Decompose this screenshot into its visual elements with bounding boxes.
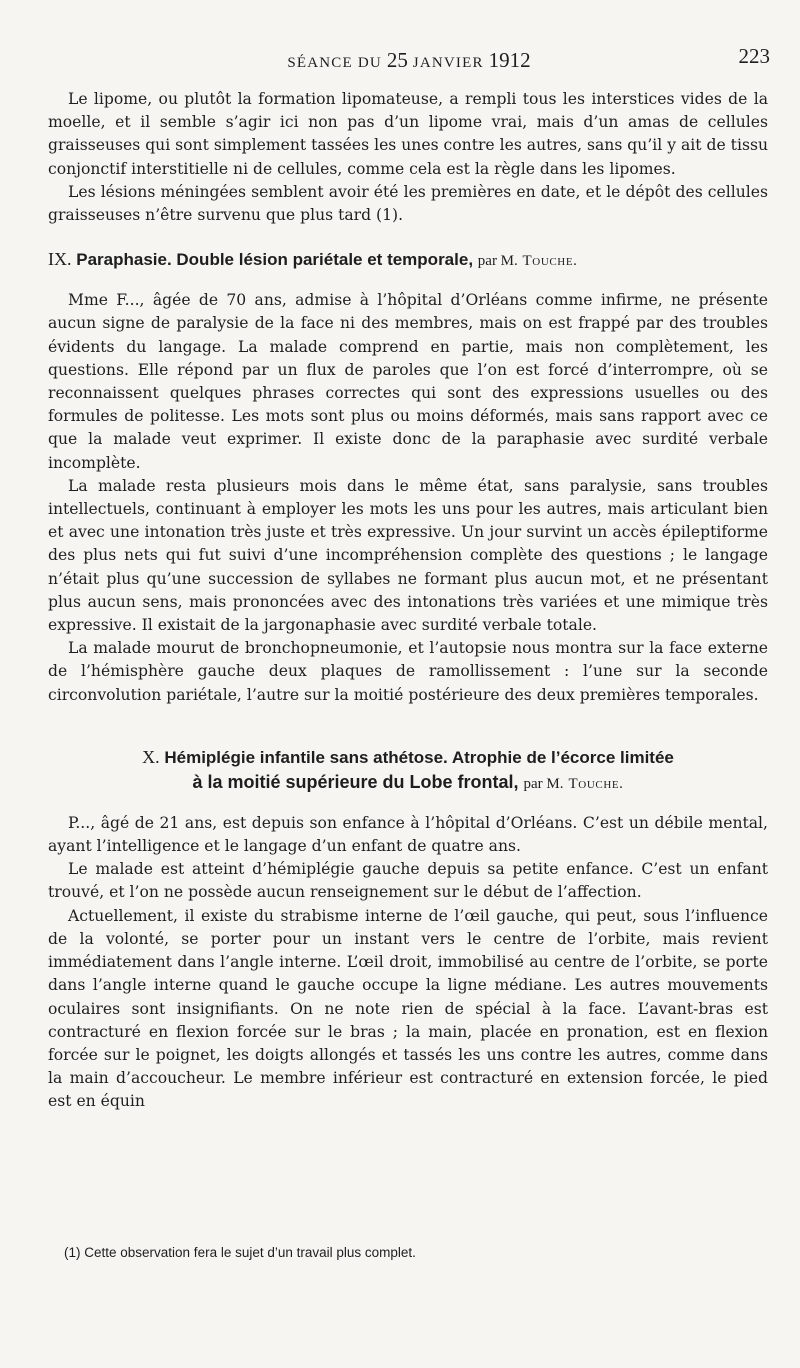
intro-paragraph-2: Les lésions méningées semblent avoir été les premières en date, et le dépôt des cellules graisseuses n’être survenu que plus tard (1). <box>48 182 768 225</box>
section-x-heading <box>48 745 768 796</box>
session-day: 25 <box>386 48 408 72</box>
section-ix-title: Paraphasie. Double lésion pariétale et temporale, <box>76 250 474 270</box>
section-ix-number: IX. <box>48 249 72 270</box>
page-number: 223 <box>738 44 770 68</box>
section-x-paragraph-1: P..., âgé de 21 ans, est depuis son enfance à l’hôpital d’Orléans. C’est un débile mental, ayant l’intelligence et le langage d’un enfant de quatre ans. <box>48 813 768 856</box>
session-title-prefix: SÉANCE DU <box>287 55 387 71</box>
body-text <box>48 88 768 1114</box>
section-ix-paragraph-1: Mme F..., âgée de 70 ans, admise à l’hôpital d’Orléans comme infirme, ne présente aucun signe de paralysie de la face ni des membres, mais on est frappé par des troubles évidents du langage. La malade comprend en partie, mais non complètement, les questions. Elle répond par un flux de paroles que l’on est forcé d’interrompre, où se reconnaissent quelques phrases correctes qui sont des expressions usuelles ou des formules de politesse. Les mots sont plus ou moins déformés, mais sans rapport avec ce que la malade veut exprimer. Il existe donc de la paraphasie avec surdité verbale incomplète. <box>48 291 768 472</box>
section-x-byline: par M. <box>523 775 564 792</box>
intro-paragraph-1: Le lipome, ou plutôt la formation lipomateuse, a rempli tous les interstices vides de la moelle, et il semble s’agir ici non pas d’un lipome vrai, mais d’un amas de cellules graisseuses qui sont simplement tassées les unes contre les autres, sans qu’il y ait de tissu conjonctif interstitielle ni de cellules, comme cela est la règle dans les lipomes. <box>48 90 768 178</box>
section-x-paragraph-3: Actuellement, il existe du strabisme interne de l’œil gauche, qui peut, sous l’influence de la volonté, se porter pour un instant vers le centre de l’orbite, mais revient immédiatement dans l’angle interne. L’œil droit, immobilisé au centre de l’orbite, se porte dans l’angle interne quand le gauche occupe la ligne médiane. Les autres mouvements oculaires sont insignifiants. On ne note rien de spécial à la face. L’avant-bras est contracturé en flexion forcée sur le bras ; la main, placée en pronation, est en flexion forcée sur le poignet, les doigts allongés et tassés les uns contre les autres, comme dans la main d’accoucheur. Le membre inférieur est contracturé en extension forcée, le pied est en équin <box>48 906 768 1111</box>
running-header <box>48 44 770 70</box>
footnote: (1) Cette observation fera le sujet d’un travail plus complet. <box>64 1245 416 1260</box>
section-x-title-line1: Hémiplégie infantile sans athétose. Atrophie de l’écorce limitée <box>164 747 674 767</box>
session-month: JANVIER <box>407 55 489 71</box>
section-x-author: Touche. <box>568 775 624 792</box>
section-ix-heading <box>48 247 768 273</box>
section-ix-paragraph-3: La malade mourut de bronchopneumonie, et l’autopsie nous montra sur la face externe de l’hémisphère gauche deux plaques de ramollissement : l’une sur la seconde circonvolution pariétale, l’autre sur la moitié postérieure des deux premières temporales. <box>48 639 768 704</box>
section-ix-byline: par M. <box>477 253 518 270</box>
session-title <box>48 48 770 73</box>
section-ix-paragraph-2: La malade resta plusieurs mois dans le même état, sans paralysie, sans troubles intellectuels, continuant à employer les mots les uns pour les autres, mais articulant bien et avec une intonation très juste et très expressive. Un jour survint un accès épileptiforme des plus nets qui fut suivi d’une incompréhension complète des questions ; le langage n’était plus qu’une succession de syllabes ne formant plus aucun mot, et ne présentant plus aucun sens, mais prononcées avec des intonations très variées et une mimique très expressive. Il existait de la jargonaphasie avec surdité verbale totale. <box>48 476 768 635</box>
section-x-paragraph-2: Le malade est atteint d’hémiplégie gauche depuis sa petite enfance. C’est un enfant trouvé, et l’on ne possède aucun renseignement sur le début de l’affection. <box>48 860 768 902</box>
section-ix-author: Touche. <box>522 253 578 270</box>
section-x-number: X. <box>142 746 160 767</box>
section-x-title-line2: à la moitié supérieure du Lobe frontal, <box>192 771 519 792</box>
session-year: 1912 <box>488 48 531 72</box>
